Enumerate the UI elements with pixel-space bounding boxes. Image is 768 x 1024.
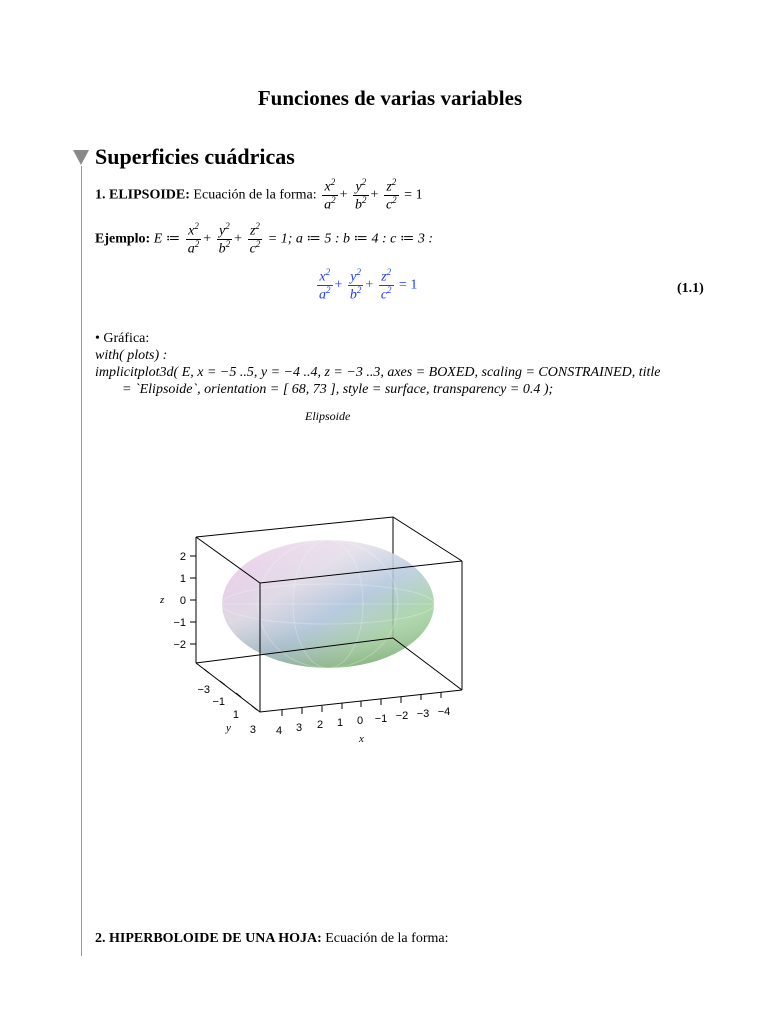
z-axis [159,551,196,651]
z-tick: 2 [179,551,186,563]
equation-label: (1.1) [677,281,704,296]
document-title: Funciones de varias variables [257,86,523,110]
example-fraction-x: $\frac{x^2}{a^2}$ [187,221,200,257]
z-tick: 1 [179,573,186,585]
x-axis-label: x [359,733,364,745]
x-tick: 0 [356,715,364,727]
y-tick: −3 [197,684,210,696]
grafica-bullet: • Gráfica: [95,331,150,346]
y-tick: −1 [212,696,225,708]
example-lhs: E ≔ [153,231,181,247]
ellipsoid-text: Ecuación de la forma: [193,187,317,203]
equation-rhs: = 1 [404,187,423,203]
x-tick: 1 [336,717,344,729]
code-with-plots[interactable]: with( plots) : [95,348,168,363]
y-tick: 1 [232,709,239,721]
z-axis-label: z [160,594,165,606]
section-bracket-line [81,166,82,956]
output-fraction-y: $\frac{y^2}{b^2}$ [349,267,362,303]
example-input[interactable]: Ejemplo: E ≔ $\frac{x^2}{a^2}$ + $\frac{y^2}{b^2}$ + $\frac{z^2}{c^2}$ = 1; a ≔ 5 : b ≔ 4 : c ≔ 3 : [95,221,433,257]
output-fraction-x: $\frac{x^2}{a^2}$ [319,267,331,303]
output-rhs: = 1 [399,277,418,293]
y-axis-label: y [226,722,231,734]
x-tick: −2 [395,710,409,722]
section-title: Superficies cuádricas [95,144,295,169]
ellipsoid-definition: 1. ELIPSOIDE: Ecuación de la forma: $\frac{x^2}{a^2}$ + $\frac{y^2}{b^2}$ + $\frac{z^2}{c^2}$ = 1 [95,177,423,213]
y-tick: 3 [249,724,256,736]
example-rest: = 1; a ≔ 5 : b ≔ 4 : c ≔ 3 : [267,231,433,247]
section-collapse-triangle-icon[interactable] [73,150,89,165]
code-implicitplot3d[interactable]: implicitplot3d( E, x = −5 ..5, y = −4 ..4, z = −3 ..3, axes = BOXED, scaling = CONSTRAINED, title [95,365,661,380]
x-tick: 4 [275,725,283,737]
fraction-y: $\frac{y^2}{b^2}$ [355,177,367,213]
x-axis [276,692,450,745]
hyperboloid-definition [95,931,448,947]
x-tick: −1 [374,713,388,725]
x-tick: 3 [295,722,303,734]
fraction-x: $\frac{x^2}{a^2}$ [324,177,336,213]
example-output: $\frac{x^2}{a^2}$ + $\frac{y^2}{b^2}$ + $\frac{z^2}{c^2}$ = 1 [319,267,418,303]
z-tick: −1 [173,617,186,629]
x-tick: −3 [416,708,430,720]
plot-title: Elipsoide [305,409,351,423]
ellipsoid-label: 1. ELIPSOIDE: [95,187,190,203]
example-fraction-y: $\frac{y^2}{b^2}$ [218,221,231,257]
z-tick: −2 [173,639,186,651]
example-fraction-z: $\frac{z^2}{c^2}$ [249,221,261,257]
code-implicitplot3d-continued[interactable]: = `Elipsoide`, orientation = [ 68, 73 ], style = surface, transparency = 0.4 ); [122,382,554,397]
output-fraction-z: $\frac{z^2}{c^2}$ [380,267,392,303]
example-label: Ejemplo: [95,231,151,247]
fraction-z: $\frac{z^2}{c^2}$ [385,177,397,213]
hyperboloid-text: Ecuación de la forma: [325,931,449,946]
x-tick: −4 [437,706,451,718]
z-tick: 0 [179,595,186,607]
ellipsoid-3d-plot[interactable] [150,505,470,750]
hyperboloid-label: 2. HIPERBOLOIDE DE UNA HOJA: [95,931,322,946]
x-tick: 2 [316,719,324,731]
